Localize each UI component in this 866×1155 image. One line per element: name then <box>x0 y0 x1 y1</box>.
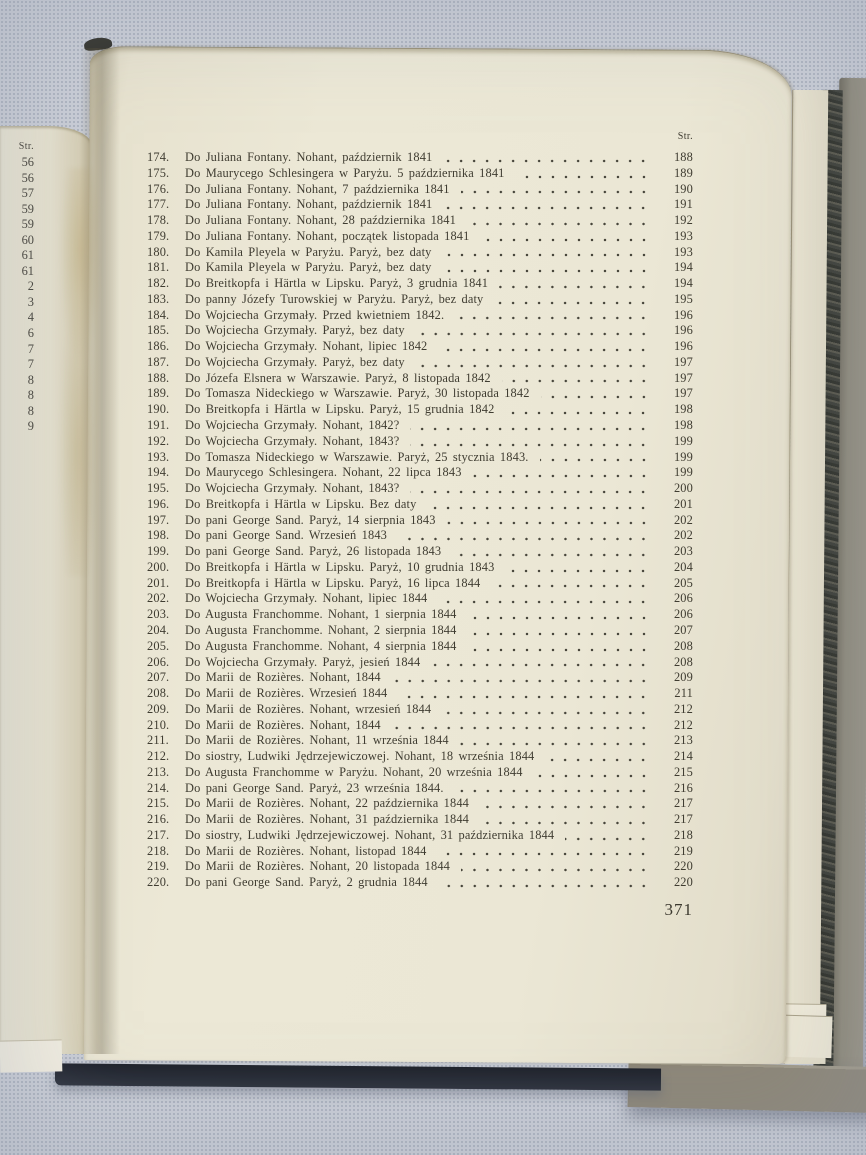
entry-title: Do Augusta Franchomme w Paryżu. Nohant, 20 września 1844 <box>185 764 523 779</box>
entry-title: Do Breitkopfa i Härtla w Lipsku. Bez daty <box>185 496 417 511</box>
entry-page-number: 202 <box>673 528 693 543</box>
entry-page-number: 189 <box>673 165 693 180</box>
dot-leader <box>502 379 650 383</box>
toc-entry <box>147 859 693 875</box>
entry-title: Do Marii de Rozières. Nohant, 31 października 1844 <box>185 812 470 827</box>
entry-page-number: 204 <box>673 559 693 574</box>
entry-page-number: 195 <box>673 291 693 306</box>
dot-leader <box>565 837 650 841</box>
toc-entry <box>147 576 693 592</box>
dot-leader <box>410 443 650 447</box>
dot-leader <box>410 490 650 494</box>
entry-title: Do Marii de Rozières. Wrzesień 1844 <box>185 686 388 701</box>
dot-leader <box>468 632 651 636</box>
entry-title: Do Juliana Fontany. Nohant, 7 października 1841 <box>185 181 450 196</box>
entry-title: Do Wojciecha Grzymały. Paryż, jesień 1844 <box>185 654 421 669</box>
entry-title: Do pani George Sand. Paryż, 14 sierpnia 1843 <box>185 512 436 527</box>
dot-leader <box>438 348 650 352</box>
entry-number: 185. <box>147 323 170 338</box>
left-page-number: 9 <box>27 419 34 434</box>
toc-entry <box>147 686 693 702</box>
entry-page-number: 199 <box>673 465 693 480</box>
entry-page-number: 220 <box>673 875 693 890</box>
toc-entry <box>147 150 693 166</box>
toc-entry <box>147 182 693 198</box>
dot-leader <box>439 884 650 888</box>
entry-title: Do Wojciecha Grzymały. Nohant, 1842? <box>185 418 400 433</box>
entry-page-number: 199 <box>673 449 693 464</box>
entry-page-number: 209 <box>673 670 693 685</box>
entry-page-number: 200 <box>673 481 693 496</box>
left-page-numbers <box>0 155 34 435</box>
dot-leader <box>534 774 650 778</box>
entry-number: 179. <box>147 228 170 243</box>
str-header: Str. <box>677 131 693 142</box>
entry-number: 186. <box>147 339 170 354</box>
entry-title: Do Kamila Pleyela w Paryżu. Paryż, bez daty <box>185 260 432 275</box>
toc-entry <box>147 781 693 797</box>
entry-title: Do Augusta Franchomme. Nohant, 2 sierpnia 1844 <box>185 622 457 637</box>
entry-number: 216. <box>147 812 170 827</box>
dot-leader <box>443 253 650 257</box>
left-page-number: 61 <box>21 248 34 263</box>
toc-entry <box>147 465 693 481</box>
entry-number: 197. <box>147 512 170 527</box>
entry-page-number: 196 <box>673 339 693 354</box>
toc-entry <box>147 260 693 276</box>
entry-number: 181. <box>147 260 170 275</box>
entry-number: 182. <box>147 276 170 291</box>
left-page-number: 8 <box>27 403 34 418</box>
dot-leader <box>392 726 650 730</box>
dot-leader <box>468 648 651 652</box>
entry-page-number: 202 <box>673 512 693 527</box>
entry-title: Do Kamila Pleyela w Paryżu. Paryż, bez daty <box>185 244 432 259</box>
entry-title: Do Marii de Rozières. Nohant, 1844 <box>185 717 381 732</box>
dot-leader <box>505 411 650 415</box>
entry-number: 213. <box>147 764 170 779</box>
toc-entry <box>147 718 693 734</box>
entry-number: 217. <box>147 827 170 842</box>
dot-leader <box>480 805 650 809</box>
entry-title: Do Juliana Fontany. Nohant, 28 października 1841 <box>185 213 456 228</box>
toc-entry <box>147 812 693 828</box>
entry-number: 187. <box>147 354 170 369</box>
toc-entry <box>147 308 693 324</box>
dot-leader <box>455 316 650 320</box>
left-page-number: 6 <box>27 326 34 341</box>
toc-entry <box>147 292 693 308</box>
entry-number: 203. <box>147 607 170 622</box>
entry-page-number: 218 <box>673 827 693 842</box>
entry-page-number: 216 <box>673 780 693 795</box>
entry-title: Do Augusta Franchomme. Nohant, 4 sierpnia 1844 <box>185 638 457 653</box>
entry-number: 188. <box>147 370 170 385</box>
dot-leader <box>541 395 650 399</box>
dot-leader <box>410 427 650 431</box>
dot-leader <box>455 789 650 793</box>
entry-page-number: 198 <box>673 402 693 417</box>
toc-list <box>147 150 693 891</box>
entry-page-number: 197 <box>673 386 693 401</box>
entry-page-number: 215 <box>673 764 693 779</box>
toc-entry <box>147 339 693 355</box>
entry-title: Do Marii de Rozières. Nohant, 22 października 1844 <box>185 796 470 811</box>
dot-leader <box>516 175 650 179</box>
entry-title: Do Tomasza Nideckiego w Warszawie. Paryż, 25 stycznia 1843. <box>185 449 529 464</box>
entry-number: 178. <box>147 213 170 228</box>
entry-page-number: 196 <box>673 323 693 338</box>
left-page-number: 3 <box>27 294 34 309</box>
toc-entry <box>147 655 693 671</box>
dot-leader <box>443 206 650 210</box>
entry-page-number: 211 <box>674 686 693 701</box>
entry-page-number: 214 <box>673 749 693 764</box>
entry-number: 195. <box>147 481 170 496</box>
dot-leader <box>438 600 650 604</box>
toc-entry <box>147 544 693 560</box>
left-page-number: 60 <box>21 232 34 247</box>
toc-entry <box>147 639 693 655</box>
entry-page-number: 208 <box>673 638 693 653</box>
toc-entry <box>147 245 693 261</box>
entry-page-number: 217 <box>673 812 693 827</box>
dot-leader <box>452 553 650 557</box>
toc-entry <box>147 355 693 371</box>
entry-page-number: 198 <box>673 418 693 433</box>
entry-number: 218. <box>147 843 170 858</box>
left-page-number: 59 <box>21 201 34 216</box>
dot-leader <box>392 679 650 683</box>
left-page-str-header: Str. <box>18 141 34 152</box>
gutter-shadow <box>80 48 120 1054</box>
left-page-number: 56 <box>21 170 34 185</box>
dot-leader <box>416 364 650 368</box>
toc-entry <box>147 166 693 182</box>
toc-entry <box>147 276 693 292</box>
toc-entry <box>147 765 693 781</box>
left-page-number: 61 <box>21 263 34 278</box>
left-page-number-column <box>0 141 34 435</box>
entry-title: Do Marii de Rozières. Nohant, 20 listopada 1844 <box>185 859 451 874</box>
entry-title: Do siostry, Ludwiki Jędrzejewiczowej. Nohant, 18 września 1844 <box>185 749 535 764</box>
dot-leader <box>461 868 650 872</box>
dot-leader <box>431 663 650 667</box>
entry-title: Do Wojciecha Grzymały. Paryż, bez daty <box>185 323 405 338</box>
entry-number: 199. <box>147 544 170 559</box>
dot-leader <box>505 569 650 573</box>
entry-number: 189. <box>147 386 170 401</box>
entry-title: Do Juliana Fontany. Nohant, październik 1841 <box>185 197 433 212</box>
entry-page-number: 197 <box>673 354 693 369</box>
entry-number: 190. <box>147 402 170 417</box>
dot-leader <box>481 238 651 242</box>
entry-title: Do Józefa Elsnera w Warszawie. Paryż, 8 listopada 1842 <box>185 370 491 385</box>
left-page-number: 56 <box>21 155 34 169</box>
left-page-number: 8 <box>27 372 34 387</box>
toc-entry <box>147 513 693 529</box>
dot-leader <box>460 742 650 746</box>
toc-text-block <box>147 131 693 920</box>
book-cover-bottom-board <box>627 1061 866 1113</box>
toc-entry <box>147 481 693 497</box>
dot-leader <box>416 332 650 336</box>
entry-title: Do panny Józefy Turowskiej w Paryżu. Paryż, bez daty <box>185 291 484 306</box>
toc-entry <box>147 229 693 245</box>
entry-title: Do Augusta Franchomme. Nohant, 1 sierpnia 1844 <box>185 607 457 622</box>
dot-leader <box>447 521 650 525</box>
entry-title: Do Marii de Rozières. Nohant, 11 września 1844 <box>185 733 449 748</box>
entry-title: Do Juliana Fontany. Nohant, październik 1841 <box>185 150 433 164</box>
entry-title: Do Tomasza Nideckiego w Warszawie. Paryż, 30 listopada 1842 <box>185 386 530 401</box>
dot-leader <box>499 285 650 289</box>
entry-page-number: 207 <box>673 622 693 637</box>
entry-number: 202. <box>147 591 170 606</box>
toc-entry <box>147 591 693 607</box>
dot-leader <box>491 584 650 588</box>
entry-number: 194. <box>147 465 170 480</box>
entry-page-number: 219 <box>673 843 693 858</box>
toc-entry <box>147 371 693 387</box>
entry-title: Do Wojciecha Grzymały. Nohant, 1843? <box>185 481 400 496</box>
entry-page-number: 213 <box>673 733 693 748</box>
entry-page-number: 197 <box>673 370 693 385</box>
entry-number: 192. <box>147 433 170 448</box>
entry-number: 191. <box>147 418 170 433</box>
left-page-number: 2 <box>27 279 34 294</box>
toc-entry <box>147 828 693 844</box>
entry-number: 214. <box>147 780 170 795</box>
entry-number: 196. <box>147 496 170 511</box>
toc-entry <box>147 197 693 213</box>
entry-number: 211. <box>147 733 169 748</box>
entry-number: 219. <box>147 859 170 874</box>
entry-page-number: 217 <box>673 796 693 811</box>
toc-entry <box>147 670 693 686</box>
entry-title: Do Wojciecha Grzymały. Nohant, lipiec 1842 <box>185 339 428 354</box>
left-page-number: 7 <box>27 341 34 356</box>
entry-title: Do pani George Sand. Paryż, 26 listopada 1843 <box>185 544 442 559</box>
entry-number: 184. <box>147 307 170 322</box>
toc-entry <box>147 402 693 418</box>
toc-entry <box>147 450 693 466</box>
book-cover-navy-edge <box>55 1063 661 1090</box>
entry-number: 220. <box>147 875 170 890</box>
entry-number: 210. <box>147 717 170 732</box>
left-page-number: 59 <box>21 217 34 232</box>
entry-page-number: 206 <box>673 607 693 622</box>
entry-title: Do Breitkopfa i Härtla w Lipsku. Paryż, 3 grudnia 1841 <box>185 276 489 291</box>
dot-leader <box>461 190 650 194</box>
entry-title: Do Wojciecha Grzymały. Nohant, lipiec 1844 <box>185 591 428 606</box>
entry-page-number: 192 <box>673 213 693 228</box>
left-page-bottom-sliver <box>0 1039 62 1072</box>
entry-title: Do Wojciecha Grzymały. Paryż, bez daty <box>185 354 405 369</box>
toc-entry <box>147 733 693 749</box>
entry-number: 177. <box>147 197 170 212</box>
entry-title: Do Maurycego Schlesingera w Paryżu. 5 października 1841 <box>185 165 505 180</box>
entry-number: 207. <box>147 670 170 685</box>
entry-page-number: 193 <box>673 244 693 259</box>
toc-entry <box>147 844 693 860</box>
toc-entry <box>147 213 693 229</box>
entry-number: 183. <box>147 291 170 306</box>
entry-page-number: 194 <box>673 276 693 291</box>
toc-entry <box>147 434 693 450</box>
dot-leader <box>427 506 650 510</box>
entry-page-number: 205 <box>673 575 693 590</box>
entry-page-number: 220 <box>673 859 693 874</box>
entry-page-number: 212 <box>673 701 693 716</box>
entry-title: Do Wojciecha Grzymały. Przed kwietniem 1842. <box>185 307 445 322</box>
dot-leader <box>442 711 650 715</box>
dot-leader <box>494 301 650 305</box>
left-page-number: 4 <box>27 310 34 325</box>
toc-entry <box>147 749 693 765</box>
entry-page-number: 194 <box>673 260 693 275</box>
entry-page-number: 203 <box>673 544 693 559</box>
entry-title: Do Marii de Rozières. Nohant, wrzesień 1844 <box>185 701 432 716</box>
entry-number: 200. <box>147 559 170 574</box>
dot-leader <box>540 458 650 462</box>
entry-title: Do siostry, Ludwiki Jędrzejewiczowej. Nohant, 31 października 1844 <box>185 827 555 842</box>
entry-number: 198. <box>147 528 170 543</box>
toc-entry <box>147 560 693 576</box>
entry-number: 176. <box>147 181 170 196</box>
entry-title: Do Juliana Fontany. Nohant, początek listopada 1841 <box>185 228 470 243</box>
toc-entry <box>147 623 693 639</box>
entry-page-number: 208 <box>673 654 693 669</box>
dot-leader <box>467 222 650 226</box>
entry-number: 209. <box>147 701 170 716</box>
dot-leader <box>437 852 650 856</box>
entry-number: 174. <box>147 150 170 164</box>
entry-title: Do Breitkopfa i Härtla w Lipsku. Paryż, 15 grudnia 1842 <box>185 402 495 417</box>
entry-number: 205. <box>147 638 170 653</box>
dot-leader <box>473 474 650 478</box>
toc-entry <box>147 607 693 623</box>
entry-page-number: 201 <box>673 496 693 511</box>
dot-leader <box>398 537 650 541</box>
entry-page-number: 196 <box>673 307 693 322</box>
entry-number: 215. <box>147 796 170 811</box>
entry-page-number: 191 <box>673 197 693 212</box>
dot-leader <box>443 159 650 163</box>
entry-title: Do Marii de Rozières. Nohant, 1844 <box>185 670 381 685</box>
entry-page-number: 206 <box>673 591 693 606</box>
entry-number: 208. <box>147 686 170 701</box>
entry-number: 201. <box>147 575 170 590</box>
toc-entry <box>147 796 693 812</box>
entry-title: Do Wojciecha Grzymały. Nohant, 1843? <box>185 433 400 448</box>
toc-entry <box>147 497 693 513</box>
entry-number: 206. <box>147 654 170 669</box>
entry-number: 180. <box>147 244 170 259</box>
page-folio: 371 <box>664 899 693 919</box>
toc-entry <box>147 386 693 402</box>
entry-number: 175. <box>147 165 170 180</box>
dot-leader <box>480 821 650 825</box>
entry-page-number: 193 <box>673 228 693 243</box>
toc-entry <box>147 323 693 339</box>
dot-leader <box>398 695 650 699</box>
entry-number: 193. <box>147 449 170 464</box>
entry-title: Do Breitkopfa i Härtla w Lipsku. Paryż, 16 lipca 1844 <box>185 575 481 590</box>
entry-title: Do Breitkopfa i Härtla w Lipsku. Paryż, 10 grudnia 1843 <box>185 559 495 574</box>
entry-page-number: 212 <box>673 717 693 732</box>
toc-entry <box>147 418 693 434</box>
entry-title: Do Marii de Rozières. Nohant, listopad 1844 <box>185 843 427 858</box>
left-page-number: 7 <box>27 357 34 372</box>
entry-page-number: 188 <box>673 150 693 164</box>
dot-leader <box>545 758 650 762</box>
dot-leader <box>443 269 650 273</box>
left-page-number: 8 <box>27 388 34 403</box>
dot-leader <box>468 616 651 620</box>
entry-title: Do Maurycego Schlesingera. Nohant, 22 lipca 1843 <box>185 465 462 480</box>
entry-page-number: 199 <box>673 433 693 448</box>
toc-entry <box>147 528 693 544</box>
entry-page-number: 190 <box>673 181 693 196</box>
entry-number: 212. <box>147 749 170 764</box>
toc-entry <box>147 875 693 891</box>
entry-title: Do pani George Sand. Wrzesień 1843 <box>185 528 388 543</box>
toc-entry <box>147 702 693 718</box>
left-page-number: 57 <box>21 186 34 201</box>
entry-title: Do pani George Sand. Paryż, 2 grudnia 1844 <box>185 875 428 890</box>
entry-title: Do pani George Sand. Paryż, 23 września 1844. <box>185 780 444 795</box>
entry-number: 204. <box>147 622 170 637</box>
